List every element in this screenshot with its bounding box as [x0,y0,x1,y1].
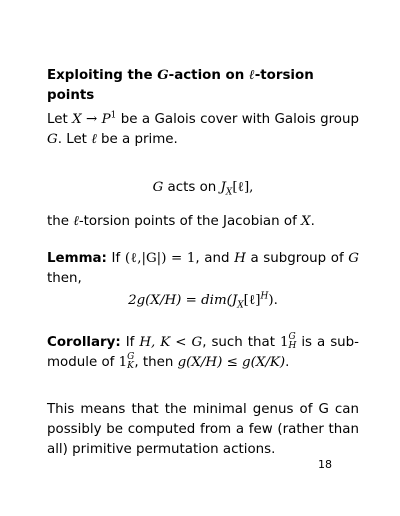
corollary-label: Corollary: [47,335,121,350]
page-number: 18 [318,458,332,471]
title-ell-symbol: ℓ [248,67,255,83]
title-group-symbol: G [157,67,169,83]
slide-title [47,65,359,106]
lemma-statement: Lemma: If (ℓ,|G|) = 1, and H a subgroup of G then, [47,251,359,286]
title-text: -torsion points [47,68,314,103]
lemma-equation: $2g(X/H) = dim(J_X[\ell]^H)$. [128,291,278,311]
torsion-description: the ℓ-torsion points of the Jacobian of X. [47,214,315,229]
lemma-label: Lemma: [47,251,107,266]
conclusion-paragraph: This means that the minimal genus of G can possibly be computed from a few (rather than all) primitive permutation actions. [47,402,359,457]
title-text: Exploiting the [47,68,158,83]
action-statement: G acts on $J_X[\ell]$, [152,180,254,198]
title-text: -action on [168,68,249,83]
intro-paragraph: Let $X \to P^1$ be a Galois cover with Galois group G. Let ℓ be a prime. [47,110,359,147]
corollary-statement: Corollary: If H, K < G, such that 1 G H is a sub-module of 1 G K , then g(X/H) ≤ g(X/K). [47,332,359,371]
